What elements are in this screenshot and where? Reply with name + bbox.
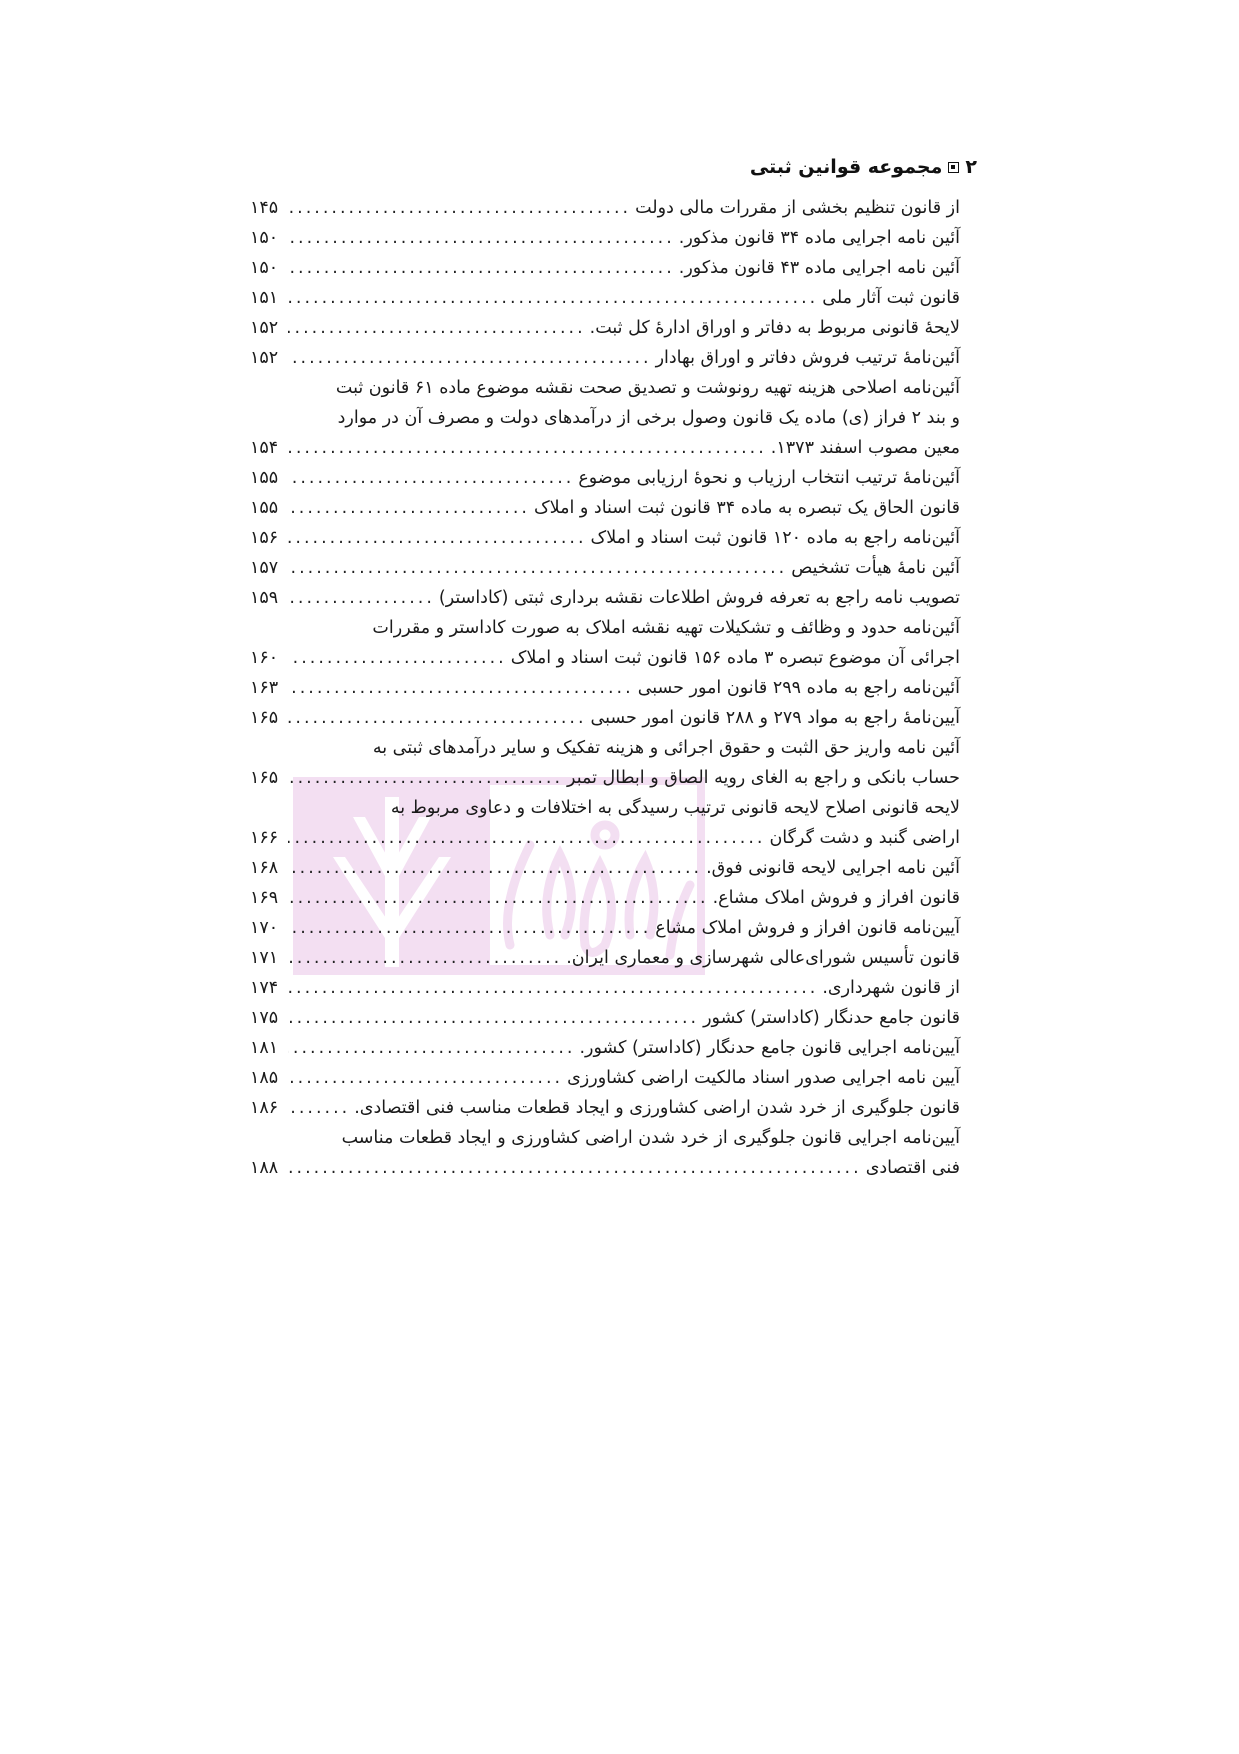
toc-entry[interactable] [250,253,960,283]
toc-entry-title: و بند ۲ فراز (ی) ماده یک قانون وصول برخی از درآمدهای دولت و مصرف آن در موارد [337,408,960,428]
toc-entry-title: آیین‌نامه اجرایی قانون جلوگیری از خرد شدن اراضی کشاورزی و ایجاد قطعات مناسب [341,1128,960,1148]
dot-leader [288,253,675,283]
toc-entry-title: از قانون تنظیم بخشی از مقررات مالی دولت [635,198,960,218]
dot-leader [288,913,651,943]
dot-leader [288,643,507,673]
toc-entry-continuation[interactable] [250,793,960,823]
toc-page-number: ۱۵۴ [250,438,279,458]
toc-entry-title: قانون جامع حدنگار (کاداستر) کشور [703,1008,960,1028]
toc-entry[interactable] [250,943,960,973]
toc-entry-continuation[interactable] [250,613,960,643]
toc-entry-continuation[interactable] [250,1123,960,1153]
dot-leader [288,1153,862,1183]
toc-page-number: ۱۵۰ [250,258,279,278]
dot-leader [288,1003,699,1033]
toc-entry[interactable] [250,283,960,313]
toc-entry-continuation[interactable] [250,403,960,433]
dot-leader [288,313,586,343]
toc-entry-title: آئین نامه اجرایی ماده ۳۴ قانون مذکور. [678,228,960,248]
toc-entry-title: آئین نامه اجرایی ماده ۴۳ قانون مذکور. [678,258,960,278]
toc-page-number: ۱۸۵ [250,1068,279,1088]
dot-leader [288,1063,563,1093]
toc-entry[interactable] [250,1033,960,1063]
toc-entry-title: آیین‌نامه اجرایی قانون جامع حدنگار (کاداستر) کشور. [579,1038,960,1058]
toc-page-number: ۱۶۳ [250,678,279,698]
dot-leader [288,283,818,313]
toc-entry[interactable] [250,1063,960,1093]
dot-leader [288,883,709,913]
dot-leader [288,223,675,253]
toc-entry[interactable] [250,883,960,913]
dot-leader [288,853,702,883]
toc-entry-title: از قانون شهرداری. [822,978,960,998]
toc-page-number: ۱۶۹ [250,888,279,908]
toc-page-number: ۱۷۱ [250,948,279,968]
dot-leader [288,583,435,613]
toc-entry-title: آئین‌نامه راجع به ماده ۱۲۰ قانون ثبت اسناد و املاک [590,528,960,548]
toc-entry[interactable] [250,463,960,493]
dot-leader [288,193,631,223]
toc-entry-title: قانون جلوگیری از خرد شدن اراضی کشاورزی و ایجاد قطعات مناسب فنی اقتصادی. [354,1098,960,1118]
toc-entry-title: آیین‌نامهٔ راجع به مواد ۲۷۹ و ۲۸۸ قانون امور حسبی [590,708,960,728]
toc-entry-title: حساب بانکی و راجع به الغای رویه الصاق و ابطال تمبر [567,768,960,788]
toc-page-number: ۱۸۸ [250,1158,279,1178]
toc-entry[interactable] [250,583,960,613]
toc-entry-title: اجرائی آن موضوع تبصره ۳ ماده ۱۵۶ قانون ثبت اسناد و املاک [510,648,960,668]
toc-page-number: ۱۷۵ [250,1008,279,1028]
toc-entry-title: قانون الحاق یک تبصره به ماده ۳۴ قانون ثبت اسناد و املاک [534,498,960,518]
dot-leader [288,703,587,733]
toc-entry-title: قانون افراز و فروش املاک مشاع. [712,888,960,908]
dot-leader [288,1093,350,1123]
toc-page-number: ۱۵۶ [250,528,279,548]
toc-entry-title: آئین‌نامه اصلاحی هزینه تهیه رونوشت و تصدیق صحت نقشه موضوع ماده ۶۱ قانون ثبت [335,378,960,398]
toc-page-number: ۱۶۰ [250,648,279,668]
toc-entry-continuation[interactable] [250,733,960,763]
square-bullet-icon [948,162,959,173]
book-title: مجموعه قوانین ثبتی [749,156,943,178]
toc-entry[interactable] [250,193,960,223]
toc-entry-title: آئین نامه اجرایی لایحه قانونی فوق. [706,858,960,878]
toc-entry[interactable] [250,763,960,793]
toc-entry[interactable] [250,703,960,733]
toc-entry-title: اراضی گنبد و دشت گرگان [769,828,960,848]
dot-leader [288,943,562,973]
toc-entry-title: آیین‌نامه قانون افراز و فروش املاک مشاع [655,918,960,938]
toc-page-number: ۱۵۰ [250,228,279,248]
toc-entry[interactable] [250,343,960,373]
toc-page-number: ۱۷۰ [250,918,279,938]
toc-page-number: ۱۶۶ [250,828,279,848]
dot-leader [288,823,765,853]
toc-entry[interactable] [250,673,960,703]
toc-entry[interactable] [250,433,960,463]
toc-page-number: ۱۷۴ [250,978,279,998]
toc-entry-title: معین مصوب اسفند ۱۳۷۳. [770,438,960,458]
toc-entry-title: فنی اقتصادی [865,1158,960,1178]
toc-page-number: ۱۵۷ [250,558,279,578]
dot-leader [288,523,587,553]
toc-entry-title: تصویب نامه راجع به تعرفه فروش اطلاعات نقشه برداری ثبتی (کاداستر) [438,588,960,608]
toc-page-number: ۱۵۲ [250,318,279,338]
dot-leader [288,763,563,793]
toc-entry-title: لایحهٔ قانونی مربوط به دفاتر و اوراق ادارهٔ کل ثبت. [589,318,960,338]
toc-entry-title: لایحه قانونی اصلاح لایحه قانونی ترتیب رسیدگی به اختلافات و دعاوی مربوط به [390,798,960,818]
toc-entry[interactable] [250,313,960,343]
toc-page-number: ۱۵۲ [250,348,279,368]
toc-page-number: ۱۸۱ [250,1038,279,1058]
toc-entry[interactable] [250,973,960,1003]
toc-entry[interactable] [250,553,960,583]
toc-entry-title: آئین‌نامه راجع به ماده ۲۹۹ قانون امور حسبی [637,678,960,698]
toc-page-number: ۱۵۵ [250,468,279,488]
toc-entry[interactable] [250,853,960,883]
toc-entry-continuation[interactable] [250,373,960,403]
dot-leader [288,553,787,583]
running-header [750,156,977,178]
toc-page-number: ۱۵۵ [250,498,279,518]
dot-leader [288,673,634,703]
page-number: ۲ [965,156,977,178]
toc-entry[interactable] [250,1003,960,1033]
toc-entry-title: آئین‌نامه حدود و وظائف و تشکیلات تهیه نقشه املاک به صورت کاداستر و مقررات [372,618,960,638]
toc-entry-title: آئین‌نامهٔ ترتیب انتخاب ارزیاب و نحوهٔ ارزیابی موضوع [578,468,960,488]
toc-page-number: ۱۵۹ [250,588,279,608]
table-of-contents [250,193,960,1183]
dot-leader [288,973,818,1003]
toc-entry[interactable] [250,913,960,943]
dot-leader [288,433,767,463]
toc-page-number: ۱۴۵ [250,198,279,218]
toc-page-number: ۱۵۱ [250,288,279,308]
toc-entry-title: آئین نامه واریز حق الثبت و حقوق اجرائی و هزینه تفکیک و سایر درآمدهای ثبتی به [372,738,960,758]
toc-entry[interactable] [250,493,960,523]
toc-entry[interactable] [250,1153,960,1183]
toc-entry-title: آیین نامه اجرایی صدور اسناد مالکیت اراضی کشاورزی [567,1068,960,1088]
toc-entry-title: آئین نامهٔ هیأت تشخیص [791,558,960,578]
toc-entry-title: قانون ثبت آثار ملی [822,288,960,308]
dot-leader [288,493,530,523]
dot-leader [288,343,652,373]
toc-page-number: ۱۶۵ [250,708,279,728]
toc-entry[interactable] [250,1093,960,1123]
toc-page-number: ۱۶۵ [250,768,279,788]
toc-entry-title: آئین‌نامهٔ ترتیب فروش دفاتر و اوراق بهادار [655,348,960,368]
toc-page-number: ۱۸۶ [250,1098,279,1118]
toc-page-number: ۱۶۸ [250,858,279,878]
toc-entry[interactable] [250,823,960,853]
toc-entry[interactable] [250,643,960,673]
toc-entry[interactable] [250,523,960,553]
toc-entry[interactable] [250,223,960,253]
dot-leader [288,1033,575,1063]
toc-entry-title: قانون تأسیس شورای‌عالی شهرسازی و معماری ایران. [566,948,960,968]
dot-leader [288,463,574,493]
